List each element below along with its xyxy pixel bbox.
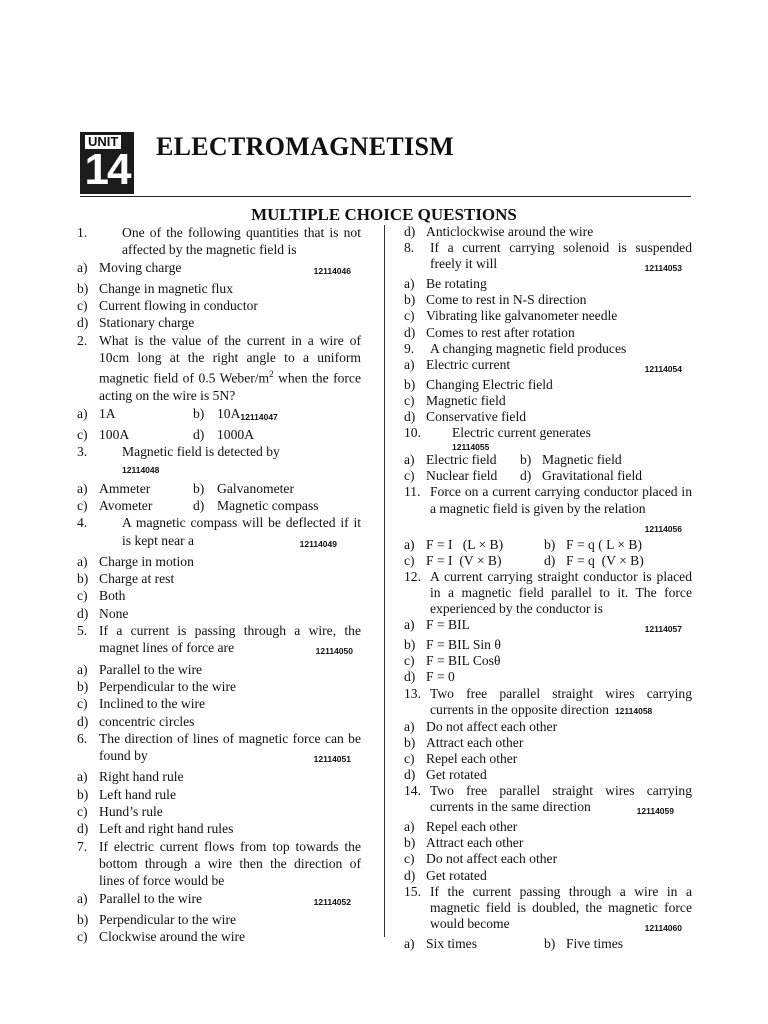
- question-1: 1. One of the following quantities that is not affected by the magnetic field is a) Moving charge 12114046 b) Change in magnetic flux c) Current flowing in conductor d) Stationary charge: [77, 225, 361, 331]
- option-c[interactable]: c) Avometer: [77, 497, 153, 513]
- column-divider: [384, 225, 385, 937]
- option-c[interactable]: c) 100A: [77, 426, 130, 442]
- unit-badge: [80, 132, 134, 194]
- question-code: 12114052: [313, 896, 351, 907]
- question-code: 12114058: [614, 705, 653, 716]
- option-d[interactable]: d) Anticlockwise around the wire: [404, 224, 594, 239]
- option-a[interactable]: a) F = I (L × B): [404, 536, 504, 552]
- option-c[interactable]: c) Hund’s rule: [77, 804, 163, 820]
- option-b[interactable]: b) F = q ( L × B): [544, 536, 642, 552]
- option-c[interactable]: c) Clockwise around the wire: [77, 929, 246, 945]
- question-9: 9. A changing magnetic field produces a) Electric current 12114054 b) Changing Electric field c) Magnetic field d) Conservative field: [404, 341, 692, 425]
- option-b[interactable]: b) F = BIL Sin θ: [404, 637, 501, 653]
- question-8: 8. If a current carrying solenoid is suspended freely it will 12114053 a) Be rotating b) Come to rest in N-S direction c) Vibrating like galvanometer needle d) Comes to rest after rotation: [404, 240, 692, 340]
- option-c[interactable]: c) F = BIL Cosθ: [404, 653, 501, 669]
- section-title: MULTIPLE CHOICE QUESTIONS: [251, 205, 517, 224]
- question-text: The direction of lines of magnetic force can be found by 12114051: [99, 730, 361, 769]
- unit-label: UNIT: [84, 134, 122, 150]
- option-a[interactable]: a) 1A: [77, 405, 116, 421]
- option-c[interactable]: c) Inclined to the wire: [77, 696, 206, 712]
- option-b[interactable]: b) Left hand rule: [77, 786, 176, 802]
- question-text: What is the value of the current in a wire of 10cm long at the right angle to a uniform magnetic field of 0.5 Weber/$m^2$ when the force acting on the wire is 5N?: [99, 332, 361, 404]
- chapter-title: ELECTROMAGNETISM: [156, 132, 455, 161]
- option-a[interactable]: a) Do not affect each other: [404, 718, 558, 734]
- left-column: [77, 224, 361, 945]
- question-text: Two free parallel straight wires carrying currents in the opposite direction 12114058: [430, 685, 692, 717]
- option-a[interactable]: a) Moving charge 12114046: [77, 259, 361, 280]
- question-text: If a current carrying solenoid is suspended freely it will 12114053: [430, 240, 692, 276]
- question-14: 14. Two free parallel straight wires carrying currents in the same direction 12114059 a) Repel each other b) Attract each other c) Do not affect each other d) Get rotated: [404, 783, 692, 883]
- question-code: 12114060: [644, 922, 682, 933]
- question-text: A changing magnetic field produces: [430, 340, 627, 356]
- option-c[interactable]: c) Current flowing in conductor: [77, 298, 258, 314]
- option-d[interactable]: d) 1000A: [193, 426, 255, 442]
- question-4: 4. A magnetic compass will be deflected if it is kept near a 12114049 a) Charge in motion b) Charge at rest c) Both d) None: [77, 515, 361, 621]
- option-b[interactable]: b) Changing Electric field: [404, 376, 553, 392]
- option-c[interactable]: c) Do not affect each other: [404, 851, 558, 867]
- option-d[interactable]: d) Get rotated: [404, 867, 487, 883]
- question-text: If a current is passing through a wire, the magnet lines of force are 12114050: [99, 622, 361, 661]
- option-a[interactable]: a) Be rotating: [404, 276, 487, 292]
- question-code: 12114046: [313, 265, 351, 276]
- question-13: 13. Two free parallel straight wires carrying currents in the opposite direction 12114058 a) Do not affect each other b) Attract each other c) Repel each other d) Get rotated: [404, 685, 692, 782]
- question-10: 10. Electric current generates 12114055 a) Electric field b) Magnetic field c) Nuclear field d) Gravitational field: [404, 425, 692, 484]
- option-b[interactable]: b) Magnetic field: [520, 452, 622, 468]
- option-c[interactable]: c) Vibrating like galvanometer needle: [404, 308, 618, 324]
- question-code: 12114057: [644, 624, 682, 635]
- question-5: 5. If a current is passing through a wire, the magnet lines of force are 12114050 a) Parallel to the wire b) Perpendicular to the wire c) Inclined to the wire d) concentric circles: [77, 623, 361, 729]
- question-text: Force on a current carrying conductor placed in a magnetic field is given by the relation 12114056: [430, 484, 692, 536]
- question-text: A magnetic compass will be deflected if it is kept near a 12114049: [122, 514, 361, 553]
- option-c[interactable]: c) Both: [77, 588, 126, 604]
- question-text: If electric current flows from top towards the bottom through a wire then the direction of lines of force would be: [99, 838, 361, 889]
- question-text: Electric current generates: [452, 425, 591, 441]
- option-d[interactable]: d) None: [77, 605, 129, 621]
- option-d[interactable]: d) F = q (V × B): [544, 552, 644, 568]
- option-c[interactable]: c) Nuclear field: [404, 468, 498, 484]
- question-code: 12114053: [644, 263, 682, 274]
- question-12: 12. A current carrying straight conductor is placed in a magnetic field parallel to it. The force experienced by the conductor is a) F = BIL 12114057 b) F = BIL Sin θ c) F = BIL Cosθ d) F = 0: [404, 568, 692, 685]
- option-b[interactable]: b) Come to rest in N-S direction: [404, 292, 587, 308]
- question-code: 12114050: [315, 646, 353, 657]
- option-d[interactable]: d) Gravitational field: [520, 468, 643, 484]
- option-c[interactable]: c) Magnetic field: [404, 392, 506, 408]
- option-a[interactable]: a) Charge in motion: [77, 553, 194, 569]
- option-a[interactable]: a) Right hand rule: [77, 769, 184, 785]
- option-b[interactable]: b) Attract each other: [404, 835, 524, 851]
- option-d[interactable]: d) Magnetic compass: [193, 497, 319, 513]
- option-d[interactable]: d) Left and right hand rules: [77, 821, 234, 837]
- option-b[interactable]: b) Galvanometer: [193, 480, 294, 496]
- title-rule: [80, 196, 691, 197]
- option-b[interactable]: b) Charge at rest: [77, 571, 175, 587]
- option-b[interactable]: b) Change in magnetic flux: [77, 280, 234, 296]
- option-a[interactable]: a) Repel each other: [404, 819, 518, 835]
- option-d[interactable]: d) Get rotated: [404, 767, 487, 782]
- option-b[interactable]: b) Attract each other: [404, 734, 524, 750]
- question-code: 12114054: [644, 363, 682, 374]
- option-a[interactable]: a) Electric current 12114054: [404, 357, 692, 377]
- option-a[interactable]: a) Parallel to the wire 12114052: [77, 890, 361, 911]
- question-code: 12114059: [636, 806, 674, 817]
- unit-number: 14: [84, 145, 130, 194]
- question-text: One of the following quantities that is not affected by the magnetic field is: [122, 225, 361, 258]
- question-2: 2. What is the value of the current in a wire of 10cm long at the right angle to a uniform magnetic field of 0.5 Weber/$m^2$ when the force acting on the wire is 5N? a) 1A b) 10A 12114047 c) 100A d) 1000A: [77, 332, 361, 442]
- option-b[interactable]: b) Perpendicular to the wire: [77, 911, 237, 927]
- question-code: 12114055: [452, 442, 490, 453]
- option-d[interactable]: d) Comes to rest after rotation: [404, 324, 575, 340]
- question-code: 12114048: [122, 465, 160, 476]
- option-a[interactable]: a) Parallel to the wire: [77, 661, 203, 677]
- right-column: [404, 224, 692, 952]
- option-d[interactable]: d) Stationary charge: [77, 315, 195, 331]
- question-text: A current carrying straight conductor is placed in a magnetic field parallel to it. The force experienced by the conductor is: [430, 568, 692, 617]
- question-7: 7. If electric current flows from top towards the bottom through a wire then the direction of lines of force would be a) Parallel to the wire 12114052 b) Perpendicular to the wire c) Clockwise around the wire: [77, 838, 361, 945]
- option-a[interactable]: a) Electric field: [404, 452, 497, 468]
- question-11: 11. Force on a current carrying conductor placed in a magnetic field is given by the relation 12114056 a) F = I (L × B) b) F = q ( L × B) c) F = I (V × B) d) F = q (V × B): [404, 484, 692, 568]
- question-3: 3. Magnetic field is detected by 12114048 a) Ammeter b) Galvanometer c) Avometer d) Magnetic compass: [77, 443, 361, 514]
- question-code: 12114049: [299, 538, 337, 549]
- question-code: 12114051: [313, 754, 351, 765]
- option-a[interactable]: a) Ammeter: [77, 480, 151, 496]
- option-c[interactable]: c) Repel each other: [404, 750, 518, 766]
- question-text: If the current passing through a wire in a magnetic field is doubled, the magnetic force would become 12114060: [430, 884, 692, 936]
- question-6: 6. The direction of lines of magnetic force can be found by 12114051 a) Right hand rule b) Left hand rule c) Hund’s rule d) Left and right hand rules: [77, 730, 361, 837]
- question-code: 12114047: [240, 411, 278, 422]
- option-b[interactable]: b) Five times: [544, 935, 624, 951]
- question-code: 12114056: [644, 523, 682, 534]
- question-text: Magnetic field is detected by: [122, 444, 280, 460]
- option-d[interactable]: d) Conservative field: [404, 409, 527, 425]
- question-text: Two free parallel straight wires carrying currents in the same direction 12114059: [430, 783, 692, 819]
- option-b[interactable]: b) Perpendicular to the wire: [77, 678, 237, 694]
- option-a[interactable]: a) Six times: [404, 935, 477, 951]
- option-b[interactable]: b) 10A 12114047: [193, 405, 361, 426]
- option-d[interactable]: d) F = 0: [404, 669, 455, 685]
- option-a[interactable]: a) F = BIL 12114057: [404, 617, 692, 637]
- question-15: 15. If the current passing through a wire in a magnetic field is doubled, the magnetic force would become 12114060 a) Six times b) Five times: [404, 883, 692, 951]
- option-d[interactable]: d) concentric circles: [77, 713, 195, 729]
- option-c[interactable]: c) F = I (V × B): [404, 552, 502, 568]
